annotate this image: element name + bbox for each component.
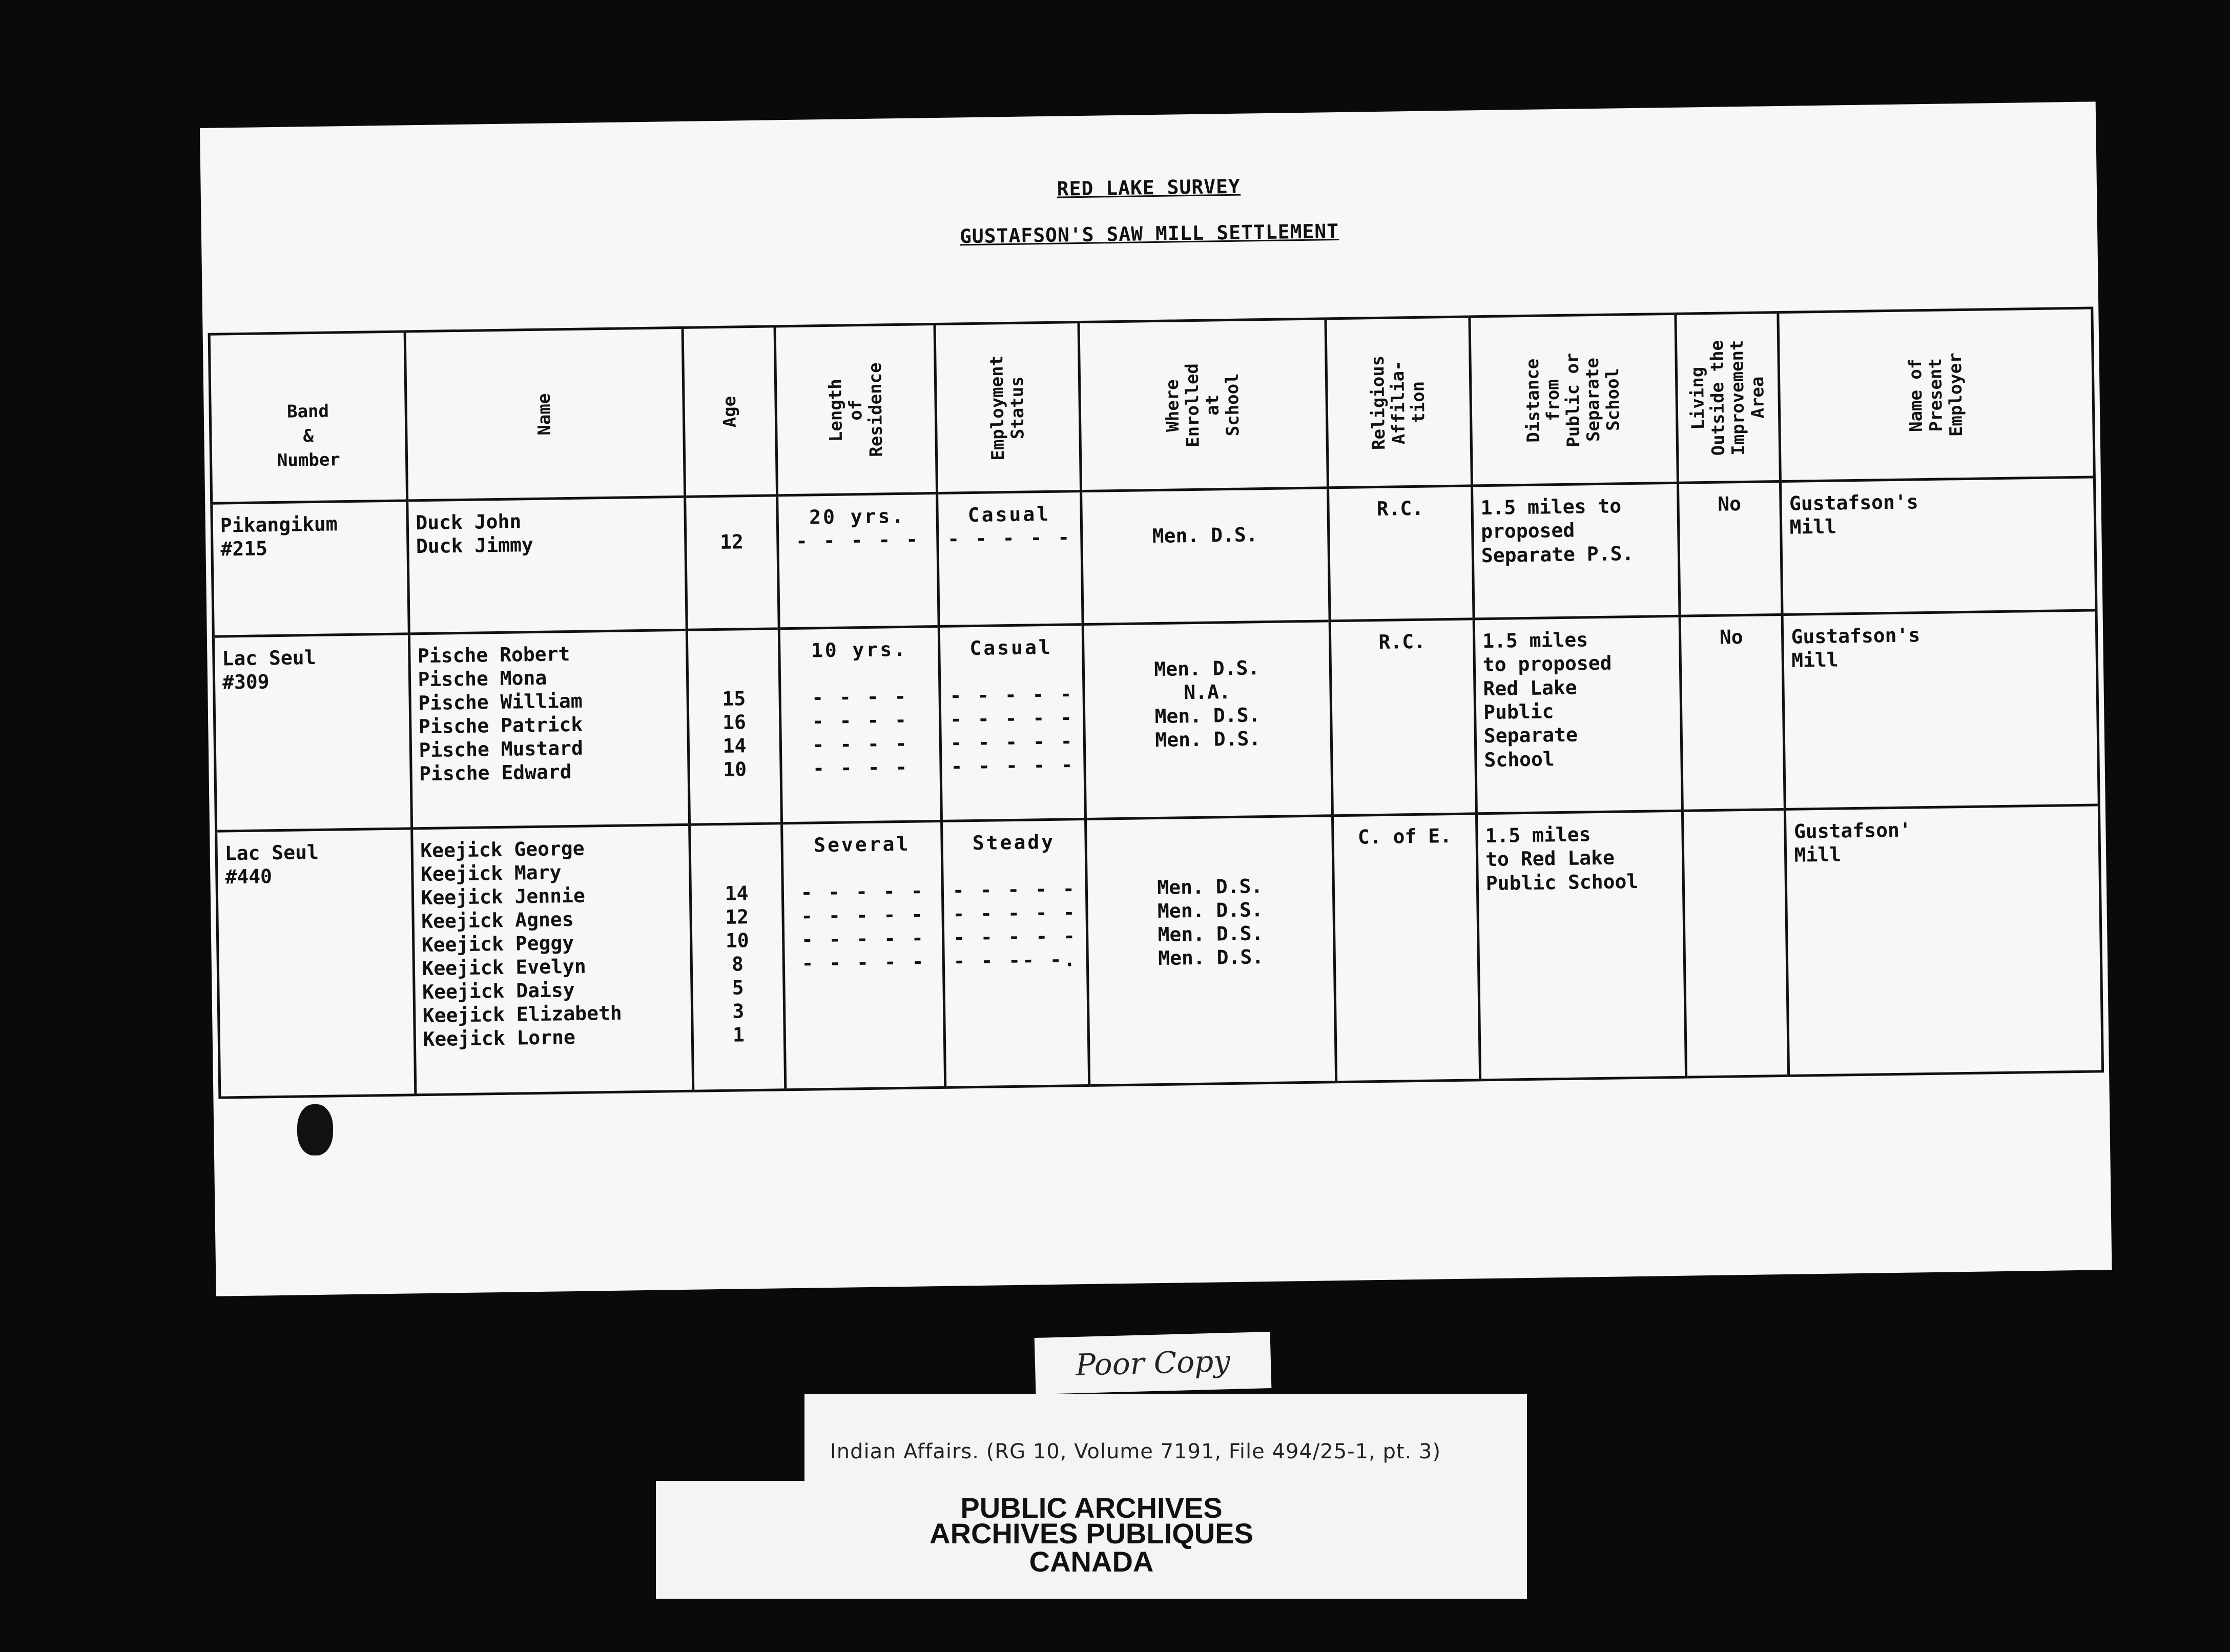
employment-value: - - - - - [950, 730, 1075, 754]
person-name: Pische William [418, 689, 583, 715]
school-value: Men. D.S. [1157, 875, 1263, 899]
living-outside-cell: No [1680, 614, 1785, 811]
religion-cell: R.C. [1328, 486, 1474, 621]
employment-value: - - - - - [947, 526, 1072, 550]
ages-cell [687, 629, 782, 824]
school-cell [1081, 488, 1330, 625]
document-title: RED LAKE SURVEY [1057, 175, 1241, 200]
person-name: Duck John [416, 510, 522, 534]
age-value: 10 [725, 929, 750, 952]
residence-cell [779, 626, 942, 823]
person-name: Keejick George [420, 837, 585, 862]
survey-table [208, 306, 2104, 1099]
age-value [693, 506, 769, 531]
names-cell [409, 630, 689, 829]
residence-value [788, 660, 931, 686]
employment-cell [941, 819, 1089, 1087]
school-value: Men. D.S. [1154, 704, 1261, 728]
age-value [698, 857, 774, 882]
table-header-row [209, 308, 2094, 503]
employment-value: Casual [967, 502, 1051, 527]
ages-cell [685, 495, 779, 630]
employer-cell: Gustafson' Mill [1785, 805, 2103, 1076]
band-cell: Lac Seul #309 [213, 634, 411, 831]
age-value: 8 [731, 953, 744, 976]
header-living-outside: Living Outside the Improvement Area [1675, 313, 1780, 483]
residence-value: - - - - - [801, 950, 926, 975]
school-value: Men. D.S. [1158, 945, 1264, 970]
age-value: 10 [723, 758, 747, 781]
age-value: 5 [732, 976, 744, 999]
ink-spot [297, 1104, 333, 1155]
age-value: 14 [722, 734, 747, 757]
person-name: Pische Patrick [418, 713, 583, 738]
religion-cell: R.C. [1330, 619, 1476, 816]
employment-value: - - - - - [953, 901, 1077, 925]
residence-value: - - - - [811, 685, 908, 709]
employment-value: - - - - - [953, 924, 1078, 949]
header-religion: Religious Affilia- tion [1326, 317, 1472, 488]
person-name: Keejick Elizabeth [422, 1001, 622, 1027]
school-value [1091, 632, 1322, 658]
school-value [1089, 499, 1320, 525]
employment-value: Casual [969, 635, 1053, 660]
living-outside-cell: No [1678, 481, 1782, 616]
person-name: Pische Edward [419, 760, 572, 786]
residence-value: - - - - - [801, 926, 926, 951]
school-value [1094, 826, 1325, 853]
table-row [213, 610, 2099, 831]
header-school: Where Enrolled at School [1079, 319, 1328, 491]
age-value: 12 [719, 530, 744, 553]
person-name: Pische Mona [418, 666, 547, 691]
person-name: Duck Jimmy [416, 533, 534, 558]
table-row [216, 805, 2103, 1098]
residence-value [791, 855, 934, 881]
living-outside-cell [1682, 809, 1789, 1077]
residence-value: - - - - - [800, 879, 925, 904]
person-name: Keejick Lorne [423, 1025, 576, 1051]
person-name: Keejick Daisy [422, 978, 575, 1004]
header-age: Age [683, 326, 777, 497]
employment-value: - - - - - [949, 706, 1075, 731]
residence-value: - - - - - [800, 903, 925, 927]
age-value: 1 [732, 1023, 745, 1046]
header-distance: Distance from Public or Separate School [1470, 314, 1678, 486]
employment-value: - - - - - [951, 753, 1075, 778]
residence-value: 20 yrs. [809, 504, 906, 529]
ages-cell [689, 823, 786, 1091]
archive-line-2: ARCHIVES PUBLIQUES [930, 1517, 1253, 1550]
school-value: Men. D.S. [1158, 922, 1264, 946]
employment-cell [939, 625, 1085, 821]
band-cell: Lac Seul #440 [216, 829, 416, 1098]
religion-cell: C. of E. [1332, 814, 1480, 1082]
archive-reference-text: Indian Affairs. (RG 10, Volume 7191, File 494/25-1, pt. 3) [830, 1440, 1441, 1463]
employer-cell: Gustafson's Mill [1781, 477, 2096, 615]
person-name: Keejick Mary [420, 861, 562, 886]
names-cell [411, 824, 693, 1095]
person-name: Keejick Peggy [421, 931, 574, 957]
table-row [212, 477, 2096, 636]
school-value: Men. D.S. [1154, 656, 1260, 681]
school-value: Men. D.S. [1152, 523, 1258, 548]
header-employer: Name of Present Employer [1778, 308, 2094, 482]
person-name: Pische Mustard [419, 736, 584, 762]
age-value [695, 639, 771, 664]
age-value: 12 [725, 905, 749, 928]
residence-value: - - - - [812, 708, 909, 733]
person-name: Keejick Agnes [421, 907, 574, 933]
residence-value: - - - - - [795, 528, 920, 552]
employer-cell: Gustafson's Mill [1782, 610, 2099, 810]
archive-line-3: CANADA [1029, 1545, 1154, 1578]
distance-cell: 1.5 miles to Red Lake Public School [1476, 811, 1686, 1080]
archive-line-1: PUBLIC ARCHIVES [960, 1492, 1223, 1524]
residence-value: 10 yrs. [811, 637, 908, 662]
age-value: 14 [725, 882, 749, 905]
school-cell [1083, 621, 1332, 819]
document-sheet [200, 101, 2112, 1296]
residence-value: - - - - [812, 755, 910, 780]
employment-value [951, 853, 1078, 878]
school-value [1093, 750, 1324, 776]
employment-value: - - - - - [949, 683, 1074, 707]
school-value: Men. D.S. [1157, 898, 1264, 923]
person-name: Pische Robert [417, 643, 570, 668]
header-name: Name [405, 327, 685, 501]
person-name: Keejick Jennie [421, 884, 586, 910]
header-band: Band & Number [209, 332, 407, 503]
age-value [695, 663, 771, 688]
document-subtitle: GUSTAFSON'S SAW MILL SETTLEMENT [959, 219, 1339, 248]
employment-value: - - - - - [952, 877, 1077, 902]
employment-cell [937, 491, 1083, 627]
employment-value: - - -- -. [953, 948, 1078, 973]
school-value: Men. D.S. [1154, 727, 1261, 752]
person-name: Keejick Evelyn [422, 955, 587, 980]
age-value [698, 834, 774, 858]
residence-value: Several [813, 832, 911, 857]
age-value: 16 [722, 711, 747, 734]
residence-cell [782, 821, 945, 1089]
school-value [1095, 850, 1325, 876]
poor-copy-label: Poor Copy [1035, 1332, 1272, 1394]
distance-cell: 1.5 miles to proposed Separate P.S. [1472, 483, 1679, 619]
school-cell [1085, 816, 1336, 1086]
school-value: N.A. [1183, 680, 1231, 704]
residence-cell [777, 493, 939, 628]
header-residence: Length of Residence [775, 324, 937, 495]
names-cell [407, 497, 687, 634]
age-value: 3 [732, 1000, 745, 1023]
distance-cell: 1.5 miles to proposed Red Lake Public Separate School [1474, 616, 1682, 814]
band-cell: Pikangikum #215 [212, 501, 409, 636]
age-value: 15 [722, 687, 746, 710]
header-employment: Employment Status [935, 322, 1081, 493]
employment-value [947, 658, 1075, 684]
residence-value: - - - - [812, 732, 909, 756]
employment-value: Steady [972, 830, 1056, 855]
